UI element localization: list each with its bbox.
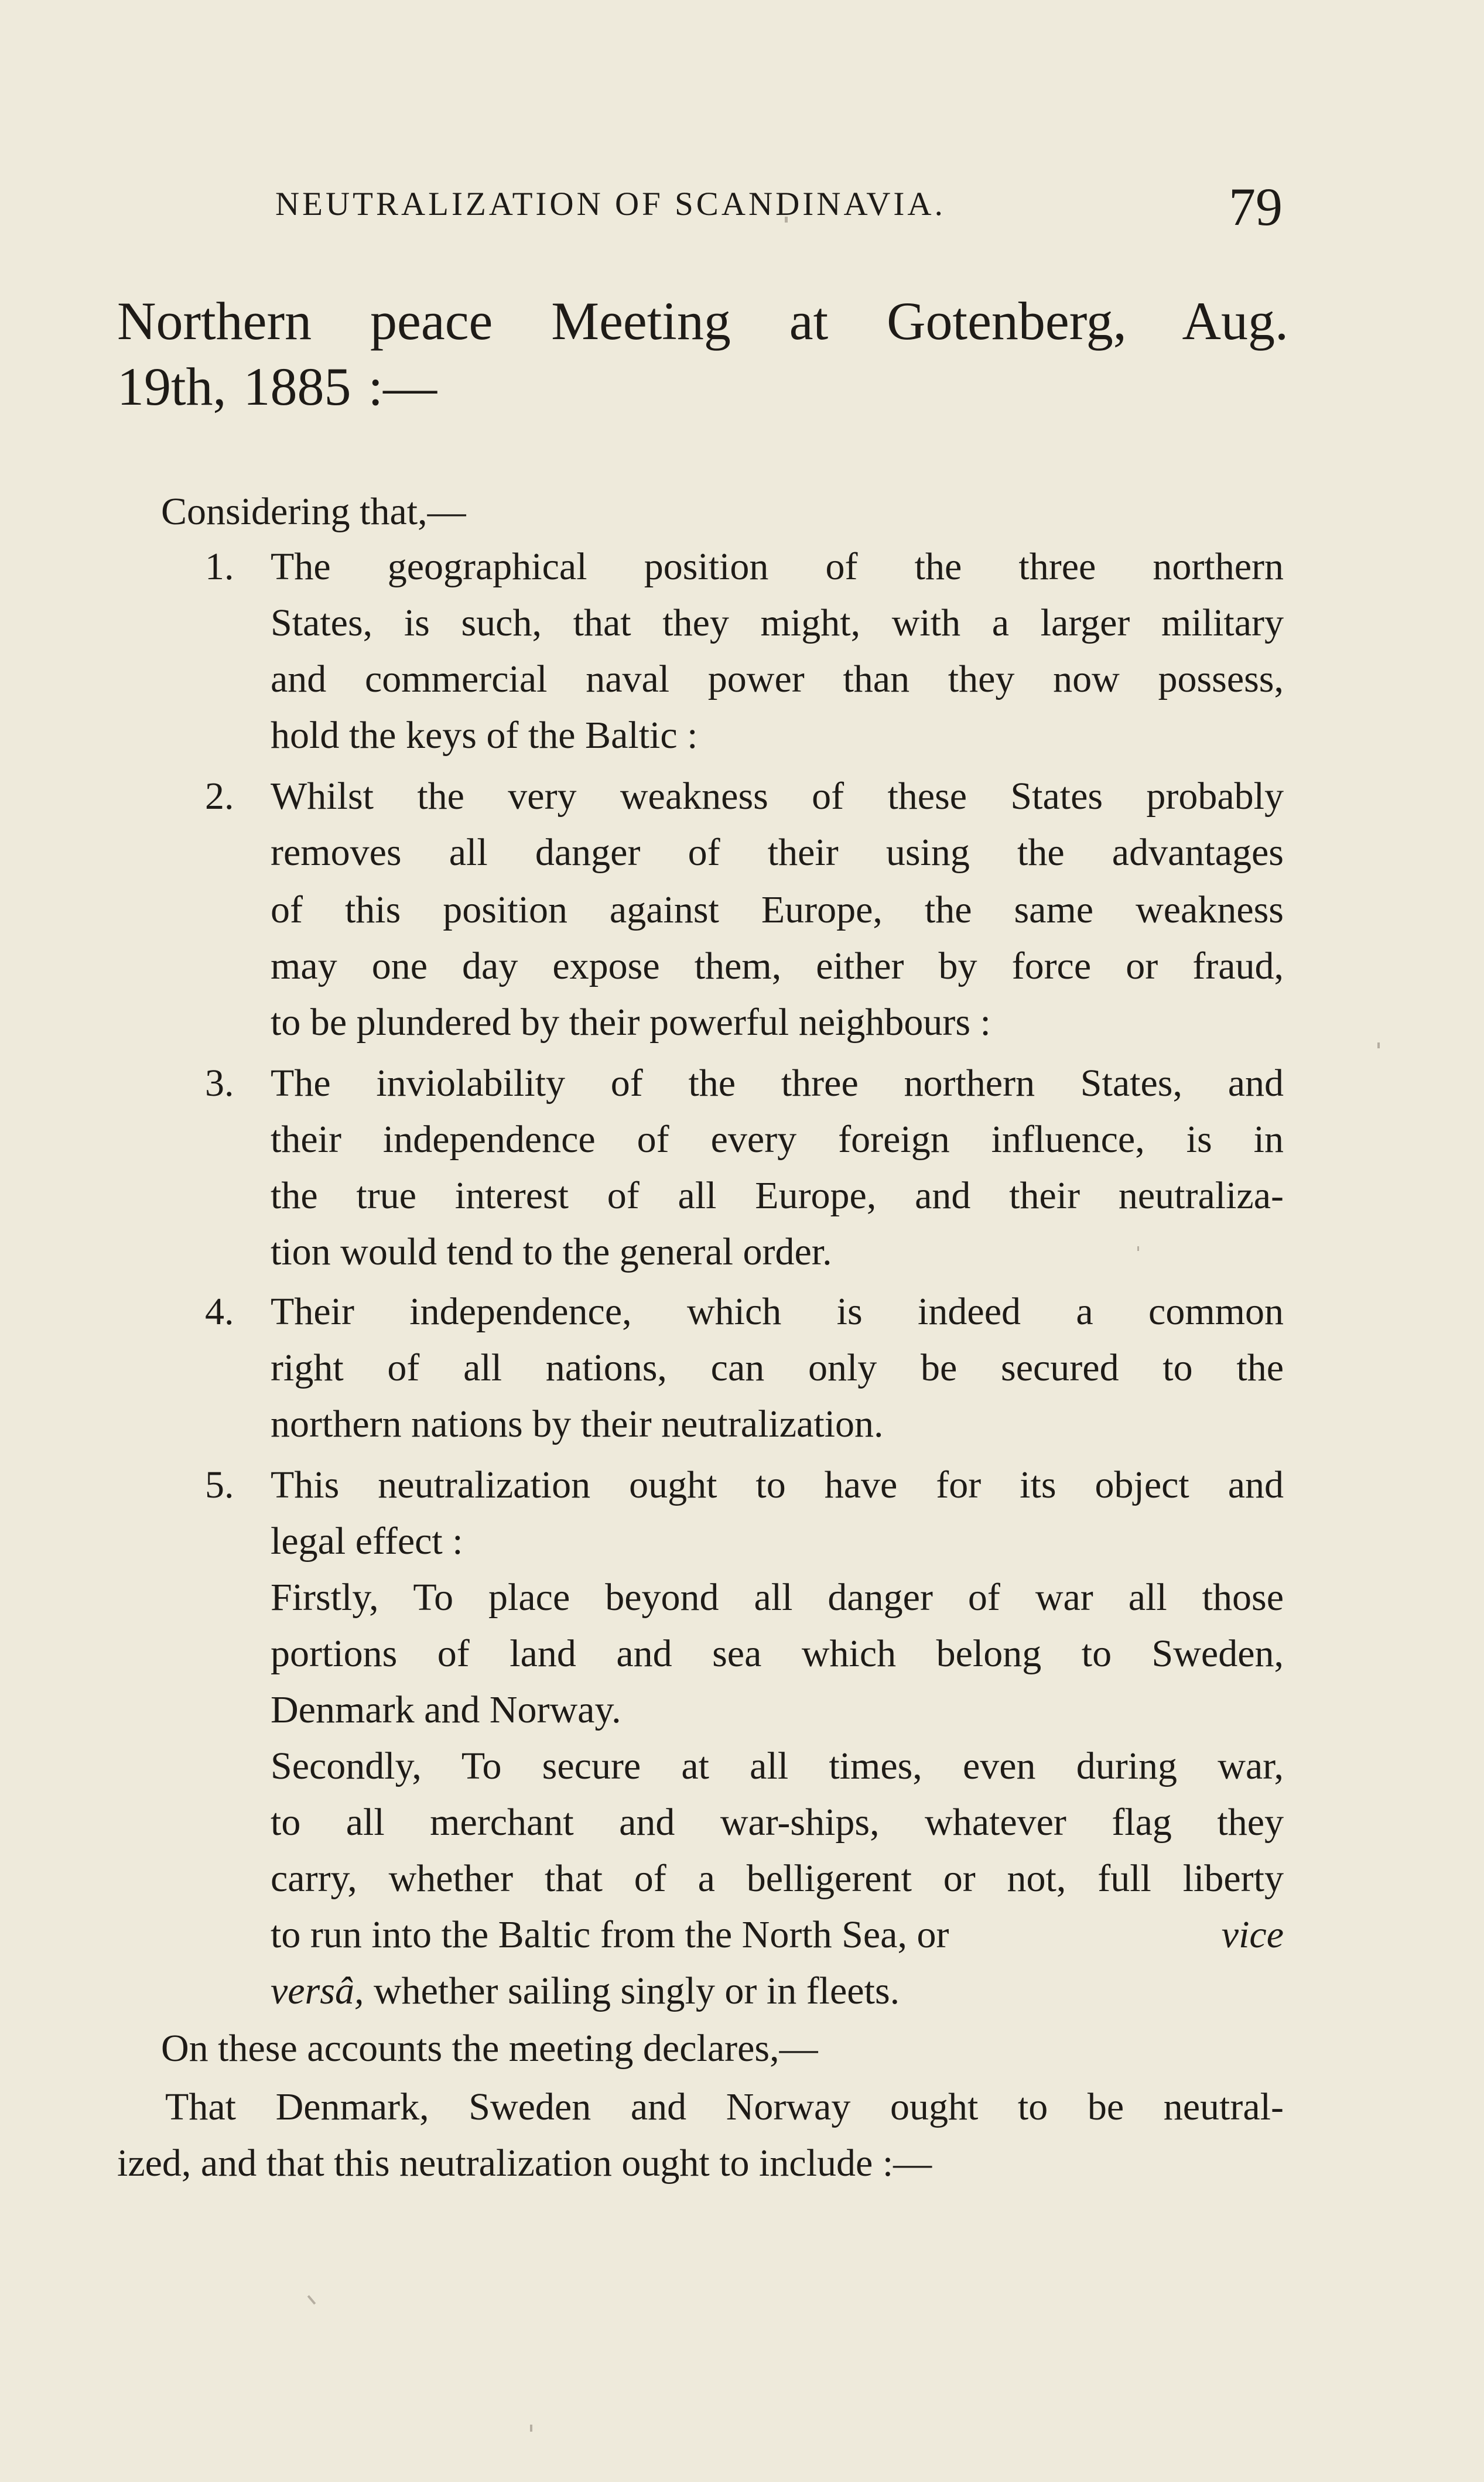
item-line: the true interest of all Europe, and their neutraliza- xyxy=(271,1174,1284,1217)
running-title: NEUTRALIZATION OF SCANDINAVIA. xyxy=(275,186,946,223)
section-heading xyxy=(117,288,1288,419)
item-line: right of all nations, can only be secured to the xyxy=(271,1346,1284,1389)
item-line: tion would tend to the general order. xyxy=(271,1230,832,1273)
paper-speck xyxy=(1137,1246,1139,1251)
paper-speck xyxy=(307,2295,316,2305)
item-number: 5. xyxy=(205,1464,234,1506)
closing-line-3: ized, and that this neutralization ought to include :— xyxy=(117,2142,932,2184)
item-line: The geographical position of the three northern xyxy=(271,545,1284,588)
item-line: Secondly, To secure at all times, even during war, xyxy=(271,1745,1284,1787)
item-line: northern nations by their neutralization. xyxy=(271,1403,884,1445)
item-line: Denmark and Norway. xyxy=(271,1688,621,1731)
italic-word-versa: versâ, xyxy=(271,1970,364,2012)
item-line: The inviolability of the three northern States, and xyxy=(271,1062,1284,1105)
item-line: and commercial naval power than they now possess, xyxy=(271,658,1284,700)
item-line: Their independence, which is indeed a common xyxy=(271,1290,1284,1333)
item-line: portions of land and sea which belong to Sweden, xyxy=(271,1632,1284,1675)
item-line: of this position against Europe, the same weakness xyxy=(271,888,1284,931)
paper-speck xyxy=(530,2425,532,2432)
item-line-text: whether sailing singly or in fleets. xyxy=(373,1970,900,2012)
page-number: 79 xyxy=(1229,177,1283,237)
running-head xyxy=(275,176,1283,240)
item-line-text: to run into the Baltic from the North Sea, or xyxy=(271,1913,949,1956)
item-line: legal effect : xyxy=(271,1520,463,1563)
item-number: 3. xyxy=(205,1062,234,1105)
item-number: 2. xyxy=(205,775,234,818)
item-line: This neutralization ought to have for its object and xyxy=(271,1464,1284,1506)
item-line: States, is such, that they might, with a larger military xyxy=(271,601,1284,644)
item-line: may one day expose them, either by force or fraud, xyxy=(271,945,1284,987)
item-line: carry, whether that of a belligerent or not, full liberty xyxy=(271,1857,1284,1900)
intro-line: Considering that,— xyxy=(161,490,466,533)
item-line: to be plundered by their powerful neighbours : xyxy=(271,1001,991,1044)
item-line: to all merchant and war-ships, whatever flag they xyxy=(271,1801,1284,1844)
heading-line-1: Northern peace Meeting at Gotenberg, Aug. xyxy=(117,291,1288,351)
closing-line-1: On these accounts the meeting declares,— xyxy=(161,2027,818,2070)
item-number: 4. xyxy=(205,1290,234,1333)
item-line: Whilst the very weakness of these States probably xyxy=(271,775,1284,818)
item-line: removes all danger of their using the advantages xyxy=(271,831,1284,874)
item-number: 1. xyxy=(205,545,234,588)
heading-line-2: 19th, 1885 :— xyxy=(117,357,437,416)
item-line-with-italic xyxy=(271,1968,900,2015)
item-line: hold the keys of the Baltic : xyxy=(271,714,698,757)
closing-line-2: That Denmark, Sweden and Norway ought to be neutral- xyxy=(165,2086,1284,2128)
paper-speck xyxy=(1377,1042,1380,1048)
paper-speck xyxy=(785,217,788,223)
item-line: their independence of every foreign influence, is in xyxy=(271,1118,1284,1161)
italic-word-vice: vice xyxy=(1221,1913,1284,1956)
item-line-with-italic xyxy=(271,1912,1284,1958)
item-line: Firstly, To place beyond all danger of war all those xyxy=(271,1576,1284,1619)
